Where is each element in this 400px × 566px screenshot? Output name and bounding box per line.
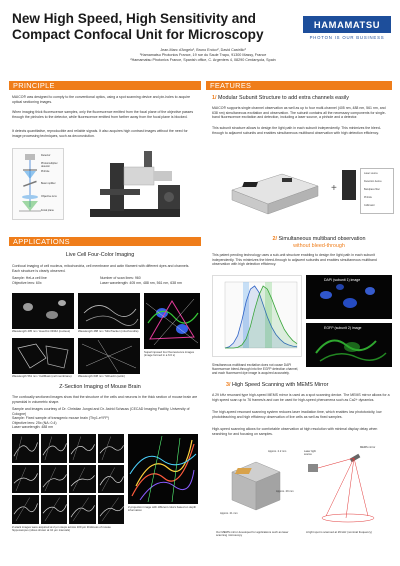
app-1-caption-actin: Wavelength 638 nm / SiR-actin (actin) bbox=[78, 374, 125, 378]
mems-dim-label-1: Approx. 2.2 mm bbox=[268, 450, 287, 453]
feature-2-title-text: Simultaneous multiband observation bbox=[278, 236, 366, 242]
diagram-label-pinhole: Pinhole bbox=[41, 170, 50, 173]
mems-mirror-label: MEMS mirror bbox=[360, 446, 376, 449]
app-1-image-membrane bbox=[12, 338, 74, 374]
laser-scanning-diagram bbox=[298, 446, 394, 530]
app-1-spec-wavelength: Laser wavelength: 405 nm, 488 nm, 561 nm, 638 nm bbox=[100, 280, 182, 285]
hamamatsu-logo bbox=[303, 16, 391, 44]
app-1-specs-left bbox=[12, 276, 92, 285]
app-1-caption-nucleus: Wavelength 405 nm / Hoechst 33342 (nucleus) bbox=[12, 329, 71, 333]
subunit-label-box bbox=[360, 168, 394, 214]
diagram-label-beam-splitter: Beam splitter bbox=[41, 182, 56, 185]
diagram-label-objective: Objective lens bbox=[41, 195, 57, 198]
poster-title: New High Speed, High Sensitivity and Compact Confocal Unit for Microscopy bbox=[12, 11, 264, 42]
diagram-label-detector: Detector bbox=[41, 154, 51, 157]
diagram-label-pmt: Photomultiplier detector bbox=[41, 162, 58, 169]
z-stack-slice bbox=[98, 465, 125, 494]
feature-3-paragraph-3: High-speed scanning allows for comfortable observation at high resolution with minimal display delay when searching for and focusing on samples. bbox=[212, 427, 378, 436]
feature-3-paragraph-2: The high-speed resonant scanning system reduces laser irradiation time, which enables low phototoxicity, low photobleaching and high efficiency observation of live cells as well as fixed samples. bbox=[212, 410, 382, 419]
app-2-caption-projection: Z-projection image with different colors based on depth information bbox=[128, 505, 197, 513]
app-2-spec-wavelength: Laser wavelength: 488 nm bbox=[12, 425, 54, 430]
mems-dim-label-3: Approx. 21 mm bbox=[220, 512, 238, 515]
feature-1-paragraph-2: This subunit structure allows to design the light path in each subunit independently. This minimizes the bleed-through to adjacent subunits and enables simultaneous multiband observation with high detection efficiency. bbox=[212, 126, 381, 135]
app-1-image-mitochondria bbox=[78, 293, 140, 329]
app-2-spec-courtesy: Sample and images courtesy of Dr. Christian Jungst and Dr. Astrid Schauss (CECAD Imaging Facility, University of Cologne) bbox=[12, 407, 190, 416]
applications-heading: APPLICATIONS bbox=[9, 237, 201, 246]
maico-unit-photo bbox=[222, 160, 326, 220]
feature-3-title-text: High Speed Scanning with MEMS Mirror bbox=[232, 382, 329, 388]
subunit-label-collimator: Collimator bbox=[364, 204, 375, 207]
app-1-spec-objective: Objective lens: 60x bbox=[12, 280, 42, 285]
dapi-image bbox=[306, 275, 392, 319]
confocal-light-path-svg bbox=[13, 149, 65, 221]
feature-2-paragraph-2: Simultaneous multiband excitation does not cause DAPI fluorescence bleed-through into the EGFP detection channel, and each fluorescent dye image is acquired accurately. bbox=[212, 363, 299, 376]
app-1-title: Live Cell Four-Color Imaging bbox=[65, 252, 135, 258]
feature-3-paragraph-1: A 29 kHz resonant type high-speed MEMS mirror is used as a spot scanning device. The MEMS mirror allows for a high speed scan up to 76 frames/s and can be used for high-speed phenomena such as Ca2+ dynamics. bbox=[212, 393, 390, 402]
app-1-caption-mitochondria: Wavelength 488 nm / MitoTracker (mitochondria) bbox=[78, 329, 139, 333]
feature-2-number: 2/ bbox=[272, 236, 278, 242]
plus-icon: + bbox=[331, 183, 337, 194]
poster-header bbox=[0, 0, 400, 68]
mems-caption-1: Our MEMS mirror developed for applications such as laser scanning microscopy bbox=[216, 530, 289, 538]
app-1-caption-membrane: Wavelength 561 nm / CellMask (cell membrane) bbox=[12, 374, 72, 378]
subunit-label-bandpass: Bandpass filter bbox=[364, 188, 380, 191]
mems-caption-2: A light spot is scanned at 29 kHz (nominal frequency) bbox=[306, 530, 372, 534]
app-1-spec-scan-lines: Number of scan lines: 960 bbox=[100, 276, 141, 280]
z-stack-slice bbox=[12, 465, 39, 494]
feature-3-number: 3/ bbox=[226, 382, 231, 388]
app-1-caption-merged: Superimposed four fluorescence images (image formed in a 6.6 s) bbox=[144, 350, 195, 358]
feature-1-paragraph-1: MAICO® supports single channel observation as well as up to four multi-channel (405 nm, 488 nm, 561 nm, and 638 nm) simultaneous excitation and observation. The subunit contains all the necessary components for single-band fluorescence excitation and detection, including a laser source, a pinhole and a detector. bbox=[212, 106, 386, 120]
z-stack-slice bbox=[12, 495, 39, 524]
app-1-specs-right bbox=[100, 276, 200, 285]
detector-shape bbox=[25, 154, 35, 160]
affiliation-2: ²Hamamatsu Photonics France, Spanish office, C. Argenters 4, 08290 Cerdanyola, Spain bbox=[130, 58, 276, 62]
app-1-image-actin bbox=[78, 338, 140, 374]
feature-1-number: 1/ bbox=[212, 95, 217, 101]
affiliation-1: ¹Hamamatsu Photonics France, 19 rue du Saule Trapu, 91300 Massy, France bbox=[139, 53, 267, 57]
laser-source-shape bbox=[308, 464, 318, 472]
subunit-label-laser: Laser source bbox=[364, 172, 378, 175]
egfp-image bbox=[306, 323, 392, 367]
z-stack-slice bbox=[69, 434, 96, 463]
app-2-spec-sample: Sample: Fixed sample of transgenic mouse brain (Thy1-eYFP) bbox=[12, 416, 109, 421]
subunit-label-detection: Detection device bbox=[364, 180, 382, 183]
mems-mirror-shape bbox=[350, 454, 361, 462]
logo-name: HAMAMATSU bbox=[303, 16, 391, 33]
subunit-label-pinhole: Pinhole bbox=[364, 196, 372, 199]
principle-paragraph-3: It detects quantitative, reproducible and reliable signals. It also acquires high contrast images without the need for image processing techniques, such as deconvolution. bbox=[12, 129, 188, 138]
feature-2-title-highlight: without bleed-through bbox=[293, 243, 345, 249]
principle-paragraph-1: MAICO® was designed to comply to the conventional optics, using a spot scanning device and pin-holes to acquire optical sectioning images. bbox=[12, 95, 191, 104]
z-stack-slice bbox=[41, 465, 68, 494]
app-2-spec-objective: Objective lens: 25x (NA: 0.4) bbox=[12, 420, 57, 425]
principle-paragraph-2: When imaging thick fluorescence samples, only the fluorescence emitted from the focal plane of the objective passes through the pinholes to the detector, while fluorescence emitted from farther away from the focal plane is blocked. bbox=[12, 110, 194, 119]
z-stack-slice bbox=[69, 495, 96, 524]
app-1-image-nucleus bbox=[12, 293, 74, 329]
laser-source-label: Laser light source bbox=[304, 450, 316, 457]
z-stack-slice bbox=[98, 495, 125, 524]
z-stack-slice bbox=[69, 465, 96, 494]
mems-mirror-chip bbox=[235, 468, 252, 474]
app-2-caption-zstack: Z-stack images were acquired at 2 µm steps across 100 µm thickness of mouse hippocampus (slices shown at 10 µm intervals) bbox=[12, 525, 111, 533]
app-2-paragraph: The confocally sectioned images show that the structure of the cells and neurons in the thick section of mouse brain are pyramidal in volumetric shape. bbox=[12, 395, 198, 404]
z-stack-slice bbox=[41, 495, 68, 524]
z-stack-slice bbox=[98, 434, 125, 463]
z-stack-slice bbox=[12, 434, 39, 463]
logo-tagline: PHOTON IS OUR BUSINESS bbox=[309, 35, 385, 40]
mems-dim-label-2: Approx. 29 mm bbox=[276, 490, 294, 493]
spectrum-chart-svg bbox=[213, 276, 303, 358]
feature-1-title-text: Modular Subunit Structure to add extra channels easily bbox=[218, 95, 349, 101]
feature-3-title bbox=[226, 382, 394, 388]
principle-heading: PRINCIPLE bbox=[9, 81, 201, 90]
confocal-principle-diagram bbox=[12, 148, 64, 220]
subunit-photo bbox=[342, 170, 356, 200]
app-2-specs bbox=[12, 407, 198, 430]
z-projection-image bbox=[128, 434, 198, 504]
diagram-label-focal-plane: Focal plane bbox=[41, 209, 54, 212]
z-stack-slice bbox=[41, 434, 68, 463]
dapi-label: DAPI (subunit 1) image bbox=[324, 278, 361, 282]
maico-microscope-photo bbox=[70, 145, 198, 225]
app-1-image-merged bbox=[144, 293, 200, 349]
z-stack-image-grid bbox=[12, 434, 124, 524]
feature-2-paragraph-1: This patent pending technology uses a sub-unit structure enabling to design the light path in each subunit independently. This minimizes the bleed-through to adjacent subunits and enables simultaneous multiband observation with high detection efficiency. bbox=[212, 253, 377, 267]
objective-lens-shape bbox=[22, 195, 38, 199]
features-heading: FEATURES bbox=[206, 81, 392, 90]
feature-1-title bbox=[212, 95, 392, 101]
app-1-spec-sample: Sample: HeLa cell line bbox=[12, 276, 47, 280]
app-2-title: Z-Section Imaging of Mouse Brain bbox=[59, 384, 141, 390]
app-1-paragraph: Confocal imaging of cell nucleus, mitochondria, cell membrane and actin filament with different dyes and channels. Each structure is clearly observed. bbox=[12, 264, 190, 273]
egfp-label: EGFP (subunit 2) image bbox=[324, 326, 362, 330]
spectrum-chart bbox=[212, 275, 302, 357]
feature-2-title bbox=[244, 236, 394, 250]
author-names: Jean-Marc d'Angelo¹, Bruno Ercico², David Castrillo³ bbox=[160, 48, 246, 52]
authors-block bbox=[108, 48, 298, 63]
mems-mirror-illustration bbox=[216, 446, 296, 530]
